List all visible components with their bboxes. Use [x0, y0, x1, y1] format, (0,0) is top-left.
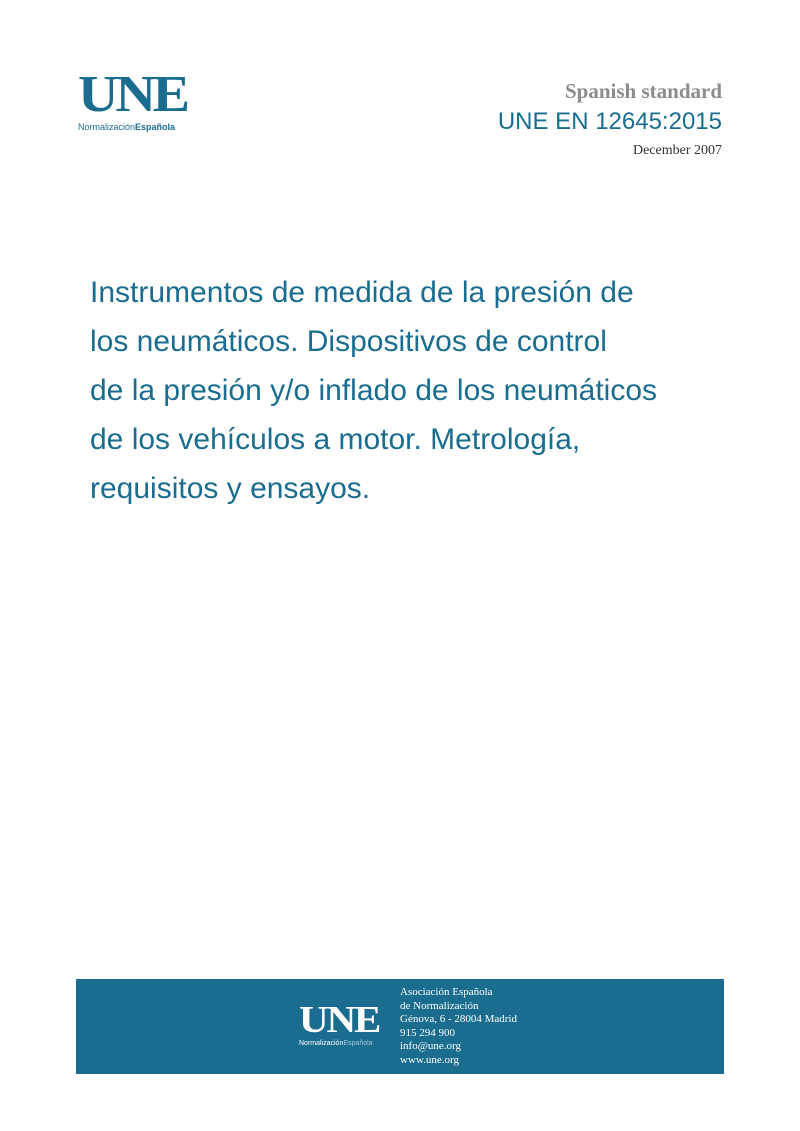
title-line: Instrumentos de medida de la presión de [90, 276, 634, 309]
une-logo-tagline-bold: Española [135, 122, 176, 132]
standard-code: UNE EN 12645:2015 [497, 108, 722, 135]
footer-website-link[interactable]: www.une.org [400, 1053, 459, 1066]
footer-logo-tagline-bold: Española [343, 1040, 373, 1047]
une-logo-wordmark: UNE [78, 66, 187, 123]
footer-band [76, 979, 724, 1074]
document-title [90, 268, 740, 513]
standard-header [422, 78, 722, 162]
footer-org-name: Asociación Española [400, 986, 493, 998]
standard-date: December 2007 [632, 143, 722, 158]
une-logo-tagline-light: Normalización [78, 122, 136, 132]
footer-phone: 915 294 900 [400, 1026, 455, 1039]
footer-org-name-cont: de Normalización [400, 999, 479, 1012]
footer-street: Génova, 6 - 28004 Madrid [400, 1013, 518, 1026]
footer-logo-tagline-light: Normalización [299, 1040, 344, 1047]
footer-logo-wordmark: UNE [299, 999, 380, 1041]
title-line: requisitos y ensayos. [90, 472, 371, 505]
une-logo-tagline [78, 122, 198, 133]
title-line: de la presión y/o inflado de los neumáticos [90, 374, 658, 407]
title-line: los neumáticos. Dispositivos de control [90, 325, 607, 358]
footer-une-logo [299, 999, 389, 1048]
footer-email-link[interactable]: info@une.org [400, 1040, 461, 1053]
une-logo [78, 66, 198, 133]
standard-kind: Spanish standard [565, 79, 722, 103]
title-line: de los vehículos a motor. Metrología, [90, 423, 581, 456]
footer-address [400, 986, 517, 1068]
